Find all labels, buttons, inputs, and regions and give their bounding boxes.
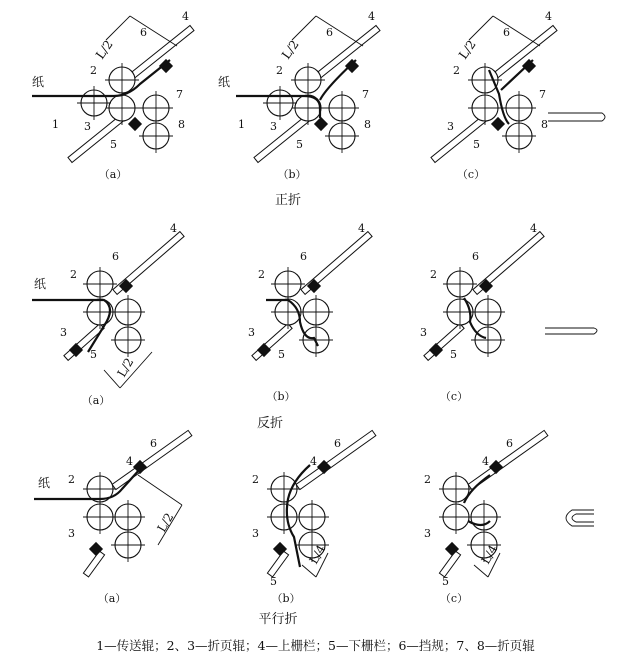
dim-label-r2-1: L/4 [306, 542, 329, 567]
number-2-r0-2: 2 [453, 64, 460, 77]
number-3-r2-0: 3 [68, 527, 75, 540]
number-3-r2-1: 3 [252, 527, 259, 540]
panel-label-r1-c: （c） [439, 390, 469, 403]
paper-label-r1-0: 纸 [34, 277, 47, 291]
panel-label-r0-a: （a） [98, 168, 128, 181]
number-2-r2-0: 2 [68, 473, 75, 486]
number-5-r0-0: 5 [110, 138, 117, 151]
number-8-r0-0: 8 [178, 118, 185, 131]
number-3-r0-2: 3 [447, 120, 454, 133]
stop-low-r0-2 [491, 117, 505, 131]
dim-label-r2-2: L/4 [478, 542, 501, 567]
number-7-r0-0: 7 [176, 88, 183, 101]
lower-rail-5-r2-2 [439, 551, 460, 577]
number-4-r2-2: 4 [482, 455, 489, 468]
lower-rail-5-r1-1 [252, 324, 292, 361]
panel-label-r0-c: （c） [456, 168, 486, 181]
number-6-r1-1: 6 [300, 250, 307, 263]
result-symbol-zhengzhe [548, 113, 605, 121]
panel-label-r1-a: （a） [81, 394, 111, 407]
number-2-r1-2: 2 [430, 268, 437, 281]
dim-lines-r2-0 [138, 475, 182, 545]
number-8-r0-1: 8 [364, 118, 371, 131]
lower-rail-5-r1-2 [424, 324, 464, 361]
number-6-r1-2: 6 [472, 250, 479, 263]
dim-label-r1-0: L/2 [114, 355, 137, 380]
stop-6-r0-1 [345, 59, 359, 73]
number-4-r2-1: 4 [310, 455, 317, 468]
stop-6-r0-2 [522, 59, 536, 73]
number-3-r1-0: 3 [60, 326, 67, 339]
number-2-r0-0: 2 [90, 64, 97, 77]
number-3-r0-1: 3 [270, 120, 277, 133]
number-6-r2-1: 6 [334, 437, 341, 450]
number-4-r0-1: 4 [368, 10, 375, 23]
paper-label-r2-0: 纸 [38, 476, 51, 490]
panel-label-r0-b: （b） [277, 168, 307, 181]
lower-rail-5-r2-0 [83, 551, 104, 577]
number-3-r1-1: 3 [248, 326, 255, 339]
panel-label-r2-a: （a） [97, 592, 127, 605]
dim-label-r0-1: L/2 [278, 37, 302, 62]
number-3-r2-2: 3 [424, 527, 431, 540]
number-7-r0-2: 7 [539, 88, 546, 101]
number-4-r2-0: 4 [126, 455, 133, 468]
row-title-fanzhe: 反折 [256, 416, 283, 431]
number-5-r1-1: 5 [278, 348, 285, 361]
number-2-r2-1: 2 [252, 473, 259, 486]
panel-label-r2-c: （c） [439, 592, 469, 605]
stop-low-r0-0 [128, 117, 142, 131]
number-5-r2-1: 5 [270, 575, 277, 588]
dim-label-r0-2: L/2 [455, 37, 479, 62]
number-6-r0-1: 6 [326, 26, 333, 39]
result-symbol-pingxingzhe [566, 510, 594, 526]
panel-label-r1-b: （b） [266, 390, 296, 403]
number-5-r2-2: 5 [442, 575, 449, 588]
number-1-r0-1: 1 [238, 118, 245, 131]
number-6-r2-2: 6 [506, 437, 513, 450]
number-2-r1-1: 2 [258, 268, 265, 281]
number-4-r0-2: 4 [545, 10, 552, 23]
number-6-r0-2: 6 [503, 26, 510, 39]
dim-label-r0-0: L/2 [92, 37, 116, 62]
number-3-r0-0: 3 [84, 120, 91, 133]
number-7-r0-1: 7 [362, 88, 369, 101]
number-5-r0-2: 5 [473, 138, 480, 151]
row-title-pingxingzhe: 平行折 [258, 612, 298, 627]
number-3-r1-2: 3 [420, 326, 427, 339]
number-2-r2-2: 2 [424, 473, 431, 486]
number-4-r1-0: 4 [170, 222, 177, 235]
row-title-zhengzhe: 正折 [274, 193, 301, 208]
panel-label-r2-b: （b） [271, 592, 301, 605]
number-5-r1-0: 5 [90, 348, 97, 361]
number-4-r0-0: 4 [182, 10, 189, 23]
number-1-r0-0: 1 [52, 118, 59, 131]
number-2-r1-0: 2 [70, 268, 77, 281]
number-6-r1-0: 6 [112, 250, 119, 263]
number-6-r2-0: 6 [150, 437, 157, 450]
lower-rail-5-r2-1 [267, 551, 288, 577]
number-4-r1-2: 4 [530, 222, 537, 235]
number-4-r1-1: 4 [358, 222, 365, 235]
paper-label-r0-1: 纸 [218, 75, 231, 89]
number-6-r0-0: 6 [140, 26, 147, 39]
number-8-r0-2: 8 [541, 118, 548, 131]
number-5-r0-1: 5 [296, 138, 303, 151]
result-symbol-fanzhe [545, 328, 597, 334]
stop-low-r0-1 [314, 117, 328, 131]
number-5-r1-2: 5 [450, 348, 457, 361]
paper-label-r0-0: 纸 [32, 75, 45, 89]
figure-caption: 1—传送辊；2、3—折页辊；4—上栅栏；5—下栅栏；6—挡规；7、8—折页辊 [96, 638, 535, 653]
lower-rail-5-r1-0 [64, 324, 104, 361]
dim-label-r2-0: L/2 [154, 510, 177, 535]
number-2-r0-1: 2 [276, 64, 283, 77]
